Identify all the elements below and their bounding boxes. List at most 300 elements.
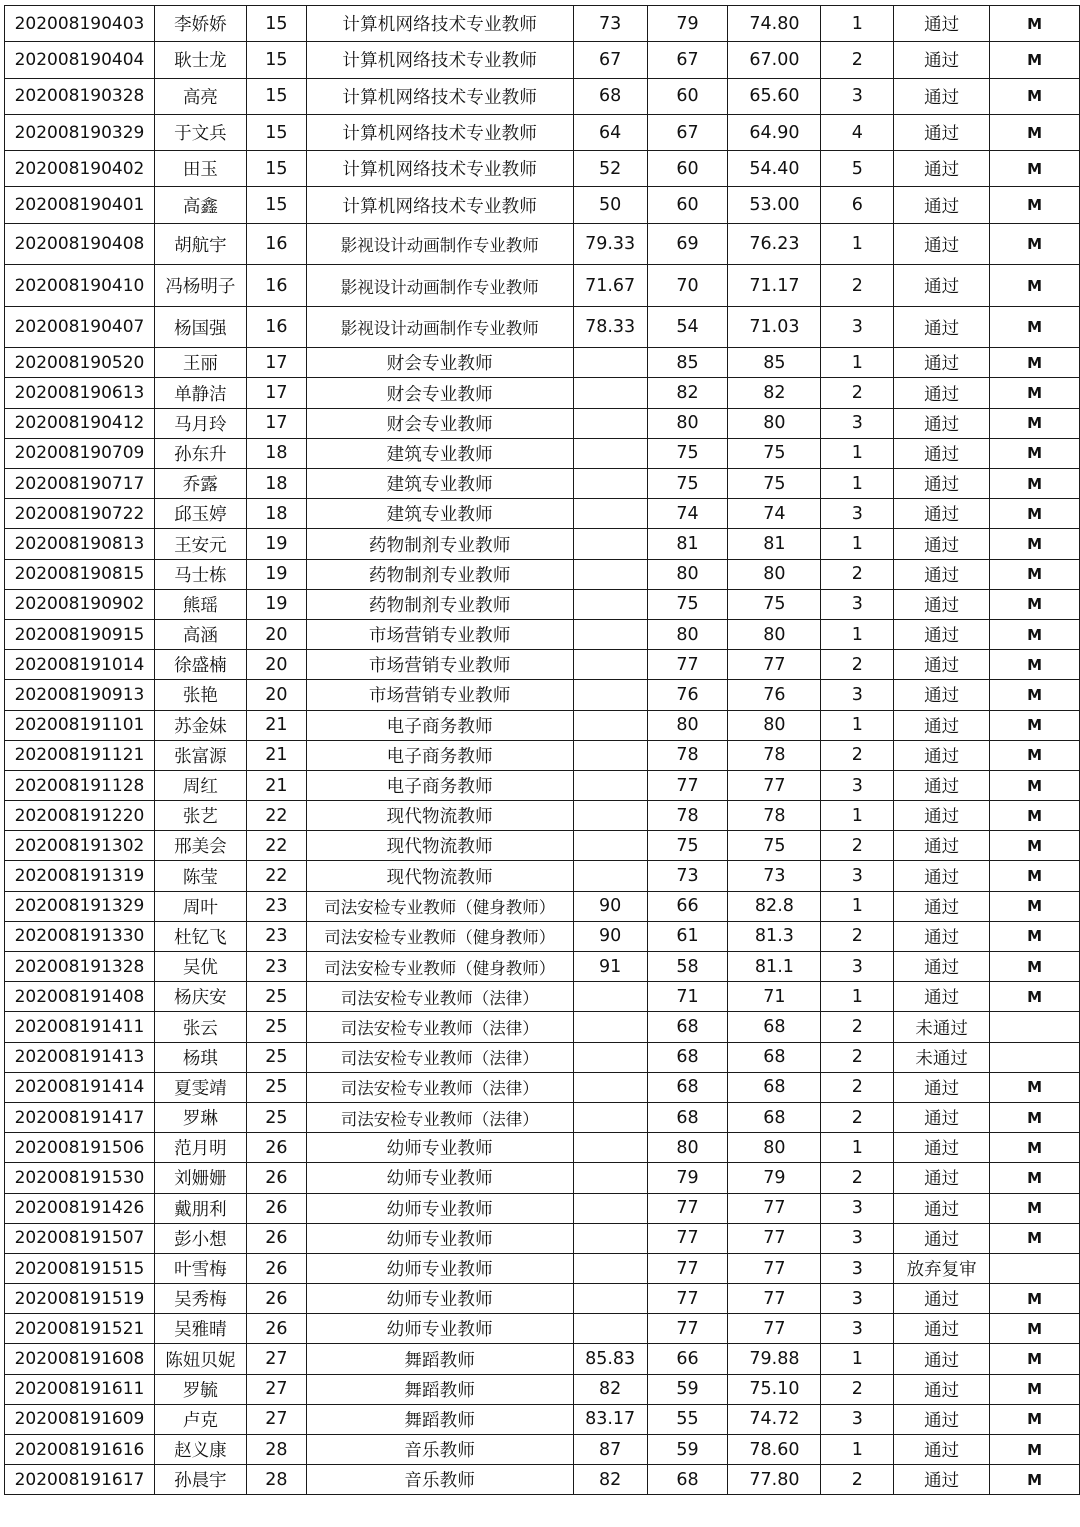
exam-id-cell: 202008190520 — [5, 348, 155, 378]
table-row — [5, 589, 1080, 619]
status-cell: 通过 — [894, 42, 990, 78]
total-score-cell: 68 — [728, 1012, 821, 1042]
exam-id-cell: 202008191609 — [5, 1404, 155, 1434]
score-a-cell — [573, 529, 647, 559]
exam-id-cell: 202008190402 — [5, 151, 155, 187]
table-row — [5, 114, 1080, 150]
score-a-cell — [573, 861, 647, 891]
score-a-cell — [573, 831, 647, 861]
total-score-cell: 79.88 — [728, 1344, 821, 1374]
position-name-cell: 财会专业教师 — [306, 378, 573, 408]
table-row — [5, 223, 1080, 265]
status-cell: 通过 — [894, 831, 990, 861]
position-code-cell: 17 — [246, 348, 306, 378]
name-cell: 胡航宇 — [154, 223, 246, 265]
position-code-cell: 17 — [246, 378, 306, 408]
rank-cell: 2 — [821, 559, 894, 589]
exam-id-cell: 202008190913 — [5, 680, 155, 710]
table-row — [5, 1193, 1080, 1223]
status-cell: 通过 — [894, 265, 990, 307]
position-code-cell: 26 — [246, 1284, 306, 1314]
table-row — [5, 740, 1080, 770]
name-cell: 彭小想 — [154, 1223, 246, 1253]
name-cell: 叶雪梅 — [154, 1253, 246, 1283]
name-cell: 杜钇飞 — [154, 921, 246, 951]
position-code-cell: 25 — [246, 1072, 306, 1102]
name-cell: 乔露 — [154, 469, 246, 499]
total-score-cell: 53.00 — [728, 187, 821, 223]
rank-cell: 1 — [821, 982, 894, 1012]
position-code-cell: 22 — [246, 861, 306, 891]
rank-cell: 3 — [821, 861, 894, 891]
table-row — [5, 650, 1080, 680]
exam-id-cell: 202008190717 — [5, 469, 155, 499]
status-cell: 通过 — [894, 378, 990, 408]
position-name-cell: 药物制剂专业教师 — [306, 529, 573, 559]
status-cell: 通过 — [894, 187, 990, 223]
rank-cell: 3 — [821, 1193, 894, 1223]
name-cell: 范月明 — [154, 1133, 246, 1163]
status-cell: 通过 — [894, 982, 990, 1012]
rank-cell: 2 — [821, 1072, 894, 1102]
score-a-cell — [573, 680, 647, 710]
rank-cell: 1 — [821, 619, 894, 649]
name-cell: 刘姗姗 — [154, 1163, 246, 1193]
total-score-cell: 81 — [728, 529, 821, 559]
name-cell: 马士栋 — [154, 559, 246, 589]
table-row — [5, 680, 1080, 710]
exam-id-cell: 202008191608 — [5, 1344, 155, 1374]
mark-cell — [990, 1042, 1080, 1072]
name-cell: 邱玉婷 — [154, 499, 246, 529]
position-code-cell: 23 — [246, 952, 306, 982]
total-score-cell: 54.40 — [728, 151, 821, 187]
score-a-cell — [573, 469, 647, 499]
total-score-cell: 77 — [728, 650, 821, 680]
position-code-cell: 15 — [246, 6, 306, 42]
name-cell: 张云 — [154, 1012, 246, 1042]
position-code-cell: 27 — [246, 1374, 306, 1404]
table-body — [5, 6, 1080, 1495]
name-cell: 王安元 — [154, 529, 246, 559]
score-a-cell: 79.33 — [573, 223, 647, 265]
position-name-cell: 市场营销专业教师 — [306, 650, 573, 680]
exam-id-cell: 202008190410 — [5, 265, 155, 307]
name-cell: 高鑫 — [154, 187, 246, 223]
position-code-cell: 16 — [246, 223, 306, 265]
table-row — [5, 619, 1080, 649]
exam-id-cell: 202008191611 — [5, 1374, 155, 1404]
score-a-cell — [573, 1012, 647, 1042]
exam-id-cell: 202008191220 — [5, 801, 155, 831]
name-cell: 吴优 — [154, 952, 246, 982]
rank-cell: 3 — [821, 952, 894, 982]
mark-cell: M — [990, 589, 1080, 619]
position-name-cell: 幼师专业教师 — [306, 1314, 573, 1344]
name-cell: 吴秀梅 — [154, 1284, 246, 1314]
position-name-cell: 计算机网络技术专业教师 — [306, 151, 573, 187]
score-a-cell: 78.33 — [573, 306, 647, 348]
status-cell: 通过 — [894, 1465, 990, 1495]
exam-id-cell: 202008191426 — [5, 1193, 155, 1223]
position-code-cell: 15 — [246, 151, 306, 187]
mark-cell: M — [990, 680, 1080, 710]
position-name-cell: 司法安检专业教师（法律） — [306, 1102, 573, 1132]
position-name-cell: 建筑专业教师 — [306, 499, 573, 529]
table-row — [5, 1374, 1080, 1404]
status-cell: 通过 — [894, 1133, 990, 1163]
status-cell: 通过 — [894, 78, 990, 114]
name-cell: 邢美会 — [154, 831, 246, 861]
total-score-cell: 78 — [728, 740, 821, 770]
name-cell: 苏金妹 — [154, 710, 246, 740]
exam-id-cell: 202008191414 — [5, 1072, 155, 1102]
position-name-cell: 电子商务教师 — [306, 740, 573, 770]
table-row — [5, 408, 1080, 438]
table-row — [5, 1284, 1080, 1314]
position-code-cell: 27 — [246, 1344, 306, 1374]
position-code-cell: 15 — [246, 114, 306, 150]
mark-cell: M — [990, 1223, 1080, 1253]
name-cell: 罗毓 — [154, 1374, 246, 1404]
status-cell: 通过 — [894, 1435, 990, 1465]
position-name-cell: 计算机网络技术专业教师 — [306, 187, 573, 223]
exam-id-cell: 202008191328 — [5, 952, 155, 982]
mark-cell: M — [990, 187, 1080, 223]
status-cell: 通过 — [894, 306, 990, 348]
table-row — [5, 438, 1080, 468]
mark-cell: M — [990, 42, 1080, 78]
score-a-cell: 52 — [573, 151, 647, 187]
score-b-cell: 69 — [647, 223, 728, 265]
name-cell: 徐盛楠 — [154, 650, 246, 680]
exam-id-cell: 202008190412 — [5, 408, 155, 438]
name-cell: 戴朋利 — [154, 1193, 246, 1223]
exam-id-cell: 202008191515 — [5, 1253, 155, 1283]
total-score-cell: 68 — [728, 1042, 821, 1072]
mark-cell: M — [990, 1102, 1080, 1132]
position-code-cell: 20 — [246, 650, 306, 680]
status-cell: 通过 — [894, 921, 990, 951]
rank-cell: 3 — [821, 1314, 894, 1344]
position-code-cell: 28 — [246, 1465, 306, 1495]
mark-cell: M — [990, 378, 1080, 408]
exam-id-cell: 202008190813 — [5, 529, 155, 559]
name-cell: 陈莹 — [154, 861, 246, 891]
name-cell: 耿士龙 — [154, 42, 246, 78]
score-a-cell — [573, 378, 647, 408]
name-cell: 杨庆安 — [154, 982, 246, 1012]
score-b-cell: 79 — [647, 6, 728, 42]
total-score-cell: 68 — [728, 1072, 821, 1102]
table-row — [5, 891, 1080, 921]
table-row — [5, 861, 1080, 891]
name-cell: 陈妞贝妮 — [154, 1344, 246, 1374]
position-code-cell: 18 — [246, 469, 306, 499]
total-score-cell: 73 — [728, 861, 821, 891]
score-b-cell: 68 — [647, 1012, 728, 1042]
mark-cell: M — [990, 1314, 1080, 1344]
name-cell: 吴雅晴 — [154, 1314, 246, 1344]
total-score-cell: 78.60 — [728, 1435, 821, 1465]
score-a-cell — [573, 438, 647, 468]
score-a-cell — [573, 710, 647, 740]
table-row — [5, 1072, 1080, 1102]
exam-id-cell: 202008190915 — [5, 619, 155, 649]
rank-cell: 2 — [821, 831, 894, 861]
status-cell: 通过 — [894, 801, 990, 831]
rank-cell: 3 — [821, 1223, 894, 1253]
status-cell: 通过 — [894, 1193, 990, 1223]
position-code-cell: 25 — [246, 1012, 306, 1042]
total-score-cell: 77 — [728, 1284, 821, 1314]
total-score-cell: 68 — [728, 1102, 821, 1132]
mark-cell: M — [990, 1284, 1080, 1314]
rank-cell: 4 — [821, 114, 894, 150]
status-cell: 通过 — [894, 499, 990, 529]
rank-cell: 5 — [821, 151, 894, 187]
position-code-cell: 17 — [246, 408, 306, 438]
position-name-cell: 幼师专业教师 — [306, 1284, 573, 1314]
position-code-cell: 25 — [246, 982, 306, 1012]
total-score-cell: 77 — [728, 1314, 821, 1344]
exam-id-cell: 202008191417 — [5, 1102, 155, 1132]
score-a-cell: 91 — [573, 952, 647, 982]
score-b-cell: 82 — [647, 378, 728, 408]
total-score-cell: 76 — [728, 680, 821, 710]
score-a-cell — [573, 1223, 647, 1253]
position-name-cell: 司法安检专业教师（法律） — [306, 1012, 573, 1042]
position-code-cell: 21 — [246, 770, 306, 800]
score-a-cell: 90 — [573, 891, 647, 921]
score-b-cell: 81 — [647, 529, 728, 559]
table-row — [5, 469, 1080, 499]
position-code-cell: 19 — [246, 589, 306, 619]
exam-id-cell: 202008191302 — [5, 831, 155, 861]
table-row — [5, 306, 1080, 348]
name-cell: 于文兵 — [154, 114, 246, 150]
name-cell: 张艺 — [154, 801, 246, 831]
score-b-cell: 55 — [647, 1404, 728, 1434]
score-b-cell: 60 — [647, 187, 728, 223]
mark-cell: M — [990, 499, 1080, 529]
position-code-cell: 22 — [246, 801, 306, 831]
score-a-cell — [573, 1253, 647, 1283]
score-b-cell: 59 — [647, 1374, 728, 1404]
score-a-cell: 87 — [573, 1435, 647, 1465]
position-name-cell: 司法安检专业教师（健身教师） — [306, 952, 573, 982]
rank-cell: 2 — [821, 740, 894, 770]
mark-cell: M — [990, 1435, 1080, 1465]
table-row — [5, 42, 1080, 78]
table-row — [5, 348, 1080, 378]
name-cell: 高亮 — [154, 78, 246, 114]
exam-id-cell: 202008190815 — [5, 559, 155, 589]
score-b-cell: 66 — [647, 1344, 728, 1374]
score-b-cell: 85 — [647, 348, 728, 378]
position-name-cell: 影视设计动画制作专业教师 — [306, 223, 573, 265]
total-score-cell: 71 — [728, 982, 821, 1012]
total-score-cell: 81.1 — [728, 952, 821, 982]
rank-cell: 1 — [821, 1133, 894, 1163]
status-cell: 通过 — [894, 1223, 990, 1253]
score-a-cell — [573, 801, 647, 831]
score-a-cell: 82 — [573, 1465, 647, 1495]
name-cell: 田玉 — [154, 151, 246, 187]
status-cell: 通过 — [894, 619, 990, 649]
position-name-cell: 计算机网络技术专业教师 — [306, 42, 573, 78]
table-row — [5, 1133, 1080, 1163]
position-name-cell: 司法安检专业教师（法律） — [306, 1072, 573, 1102]
total-score-cell: 75 — [728, 831, 821, 861]
position-code-cell: 15 — [246, 42, 306, 78]
total-score-cell: 77 — [728, 770, 821, 800]
total-score-cell: 77 — [728, 1253, 821, 1283]
name-cell: 高涵 — [154, 619, 246, 649]
position-code-cell: 21 — [246, 740, 306, 770]
position-name-cell: 财会专业教师 — [306, 348, 573, 378]
score-b-cell: 74 — [647, 499, 728, 529]
mark-cell: M — [990, 1163, 1080, 1193]
rank-cell: 1 — [821, 223, 894, 265]
exam-id-cell: 202008191616 — [5, 1435, 155, 1465]
table-row — [5, 1012, 1080, 1042]
score-b-cell: 77 — [647, 1193, 728, 1223]
status-cell: 通过 — [894, 151, 990, 187]
position-name-cell: 司法安检专业教师（法律） — [306, 982, 573, 1012]
mark-cell: M — [990, 891, 1080, 921]
name-cell: 孙晨宇 — [154, 1465, 246, 1495]
name-cell: 马月玲 — [154, 408, 246, 438]
score-a-cell — [573, 1284, 647, 1314]
score-a-cell — [573, 650, 647, 680]
score-a-cell: 50 — [573, 187, 647, 223]
score-b-cell: 73 — [647, 861, 728, 891]
total-score-cell: 75 — [728, 589, 821, 619]
table-row — [5, 187, 1080, 223]
status-cell: 通过 — [894, 1374, 990, 1404]
exam-id-cell: 202008191506 — [5, 1133, 155, 1163]
mark-cell: M — [990, 265, 1080, 307]
position-name-cell: 现代物流教师 — [306, 861, 573, 891]
total-score-cell: 64.90 — [728, 114, 821, 150]
score-a-cell — [573, 1102, 647, 1132]
total-score-cell: 80 — [728, 408, 821, 438]
table-row — [5, 265, 1080, 307]
mark-cell: M — [990, 952, 1080, 982]
status-cell: 通过 — [894, 559, 990, 589]
status-cell: 通过 — [894, 1314, 990, 1344]
name-cell: 张富源 — [154, 740, 246, 770]
exam-id-cell: 202008191128 — [5, 770, 155, 800]
position-name-cell: 影视设计动画制作专业教师 — [306, 265, 573, 307]
rank-cell: 1 — [821, 801, 894, 831]
score-a-cell — [573, 1042, 647, 1072]
position-name-cell: 司法安检专业教师（健身教师） — [306, 891, 573, 921]
table-row — [5, 1223, 1080, 1253]
table-row — [5, 1404, 1080, 1434]
table-row — [5, 921, 1080, 951]
position-name-cell: 司法安检专业教师（法律） — [306, 1042, 573, 1072]
status-cell: 通过 — [894, 348, 990, 378]
score-b-cell: 77 — [647, 1284, 728, 1314]
rank-cell: 2 — [821, 1102, 894, 1132]
score-b-cell: 59 — [647, 1435, 728, 1465]
score-a-cell — [573, 1133, 647, 1163]
mark-cell: M — [990, 529, 1080, 559]
exam-id-cell: 202008190328 — [5, 78, 155, 114]
total-score-cell: 82.8 — [728, 891, 821, 921]
mark-cell: M — [990, 1193, 1080, 1223]
score-a-cell — [573, 559, 647, 589]
mark-cell — [990, 1012, 1080, 1042]
rank-cell: 2 — [821, 1465, 894, 1495]
mark-cell: M — [990, 650, 1080, 680]
score-b-cell: 60 — [647, 151, 728, 187]
status-cell: 放弃复审 — [894, 1253, 990, 1283]
position-name-cell: 计算机网络技术专业教师 — [306, 78, 573, 114]
exam-id-cell: 202008190613 — [5, 378, 155, 408]
name-cell: 单静洁 — [154, 378, 246, 408]
exam-id-cell: 202008191617 — [5, 1465, 155, 1495]
position-code-cell: 26 — [246, 1253, 306, 1283]
status-cell: 通过 — [894, 1344, 990, 1374]
score-b-cell: 78 — [647, 740, 728, 770]
total-score-cell: 74.80 — [728, 6, 821, 42]
position-code-cell: 23 — [246, 891, 306, 921]
rank-cell: 3 — [821, 306, 894, 348]
position-name-cell: 电子商务教师 — [306, 710, 573, 740]
total-score-cell: 74.72 — [728, 1404, 821, 1434]
status-cell: 通过 — [894, 740, 990, 770]
total-score-cell: 76.23 — [728, 223, 821, 265]
position-name-cell: 音乐教师 — [306, 1435, 573, 1465]
exam-id-cell: 202008191413 — [5, 1042, 155, 1072]
position-code-cell: 20 — [246, 619, 306, 649]
position-name-cell: 计算机网络技术专业教师 — [306, 6, 573, 42]
mark-cell: M — [990, 831, 1080, 861]
score-a-cell — [573, 348, 647, 378]
total-score-cell: 75 — [728, 469, 821, 499]
position-code-cell: 19 — [246, 529, 306, 559]
total-score-cell: 80 — [728, 1133, 821, 1163]
rank-cell: 2 — [821, 378, 894, 408]
exam-id-cell: 202008191507 — [5, 1223, 155, 1253]
position-name-cell: 影视设计动画制作专业教师 — [306, 306, 573, 348]
total-score-cell: 75.10 — [728, 1374, 821, 1404]
position-name-cell: 幼师专业教师 — [306, 1223, 573, 1253]
status-cell: 通过 — [894, 469, 990, 499]
table-row — [5, 982, 1080, 1012]
score-a-cell — [573, 1163, 647, 1193]
position-name-cell: 现代物流教师 — [306, 801, 573, 831]
score-a-cell — [573, 740, 647, 770]
exam-id-cell: 202008190407 — [5, 306, 155, 348]
position-code-cell: 16 — [246, 265, 306, 307]
mark-cell: M — [990, 151, 1080, 187]
score-b-cell: 80 — [647, 619, 728, 649]
status-cell: 通过 — [894, 1163, 990, 1193]
rank-cell: 3 — [821, 1284, 894, 1314]
position-code-cell: 27 — [246, 1404, 306, 1434]
mark-cell: M — [990, 348, 1080, 378]
mark-cell: M — [990, 223, 1080, 265]
score-a-cell — [573, 982, 647, 1012]
position-name-cell: 市场营销专业教师 — [306, 619, 573, 649]
results-table — [4, 5, 1080, 1495]
rank-cell: 1 — [821, 348, 894, 378]
score-a-cell — [573, 499, 647, 529]
